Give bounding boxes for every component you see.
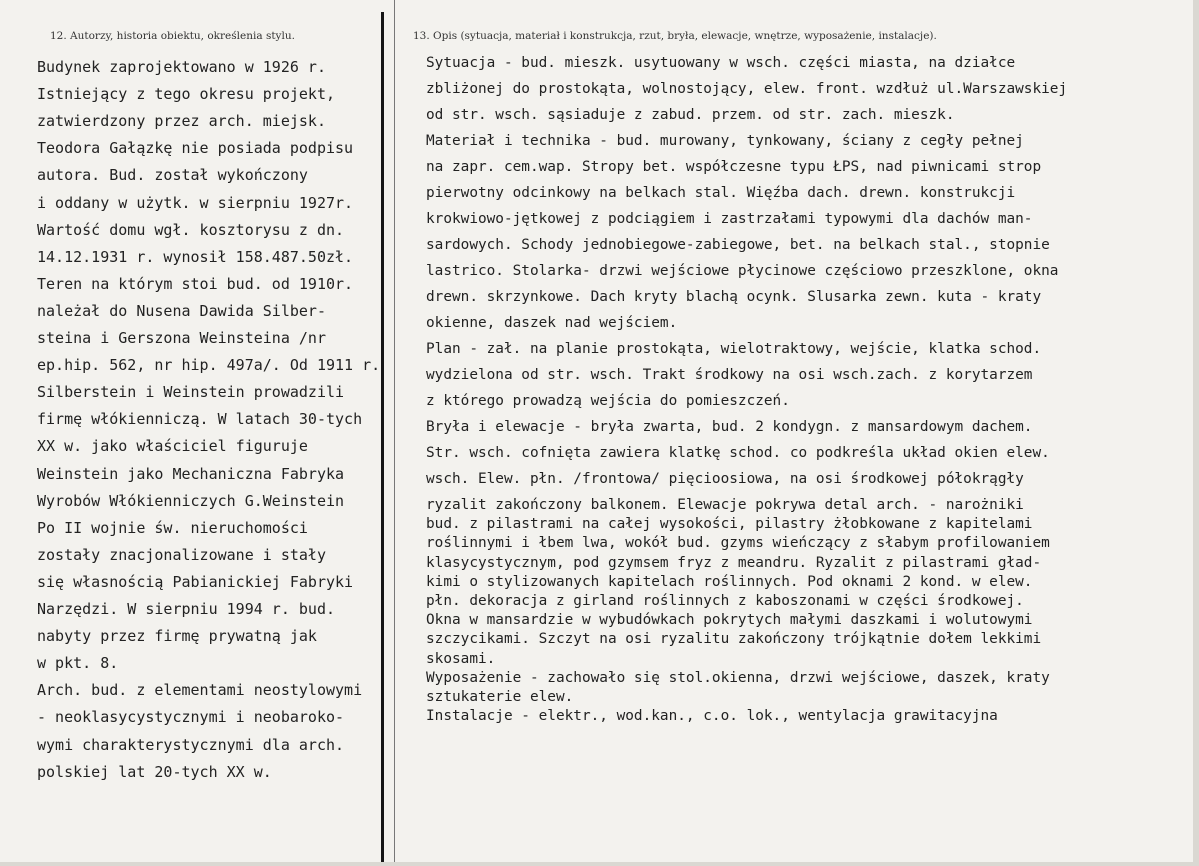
history-text-line: XX w. jako właściciel figuruje bbox=[37, 437, 308, 456]
description-text-line: Materiał i technika - bud. murowany, tynkowany, ściany z cegły pełnej bbox=[426, 133, 1024, 149]
description-text-line: od str. wsch. sąsiaduje z zabud. przem. od str. zach. mieszk. bbox=[426, 107, 955, 123]
section-12-heading: 12. Autorzy, historia obiektu, określenia stylu. bbox=[50, 30, 295, 42]
history-text-line: należał do Nusena Dawida Silber- bbox=[37, 301, 326, 320]
description-text-line: drewn. skrzynkowe. Dach kryty blachą ocynk. Slusarka zewn. kuta - kraty bbox=[426, 289, 1042, 305]
description-text-line: Str. wsch. cofnięta zawiera klatkę schod. co podkreśla układ okien elew. bbox=[426, 445, 1050, 461]
history-text-line: i oddany w użytk. w sierpniu 1927r. bbox=[37, 193, 354, 212]
history-text-line: Teodora Gałązkę nie posiada podpisu bbox=[37, 139, 354, 158]
card-edge-right bbox=[1193, 0, 1199, 866]
description-text-line: bud. z pilastrami na całej wysokości, pilastry żłobkowane z kapitelami bbox=[426, 516, 1033, 533]
description-text-line: płn. dekoracja z girland roślinnych z kaboszonami w części środkowej. bbox=[426, 593, 1024, 609]
history-text-line: steina i Gerszona Weinsteina /nr bbox=[37, 329, 326, 347]
description-text-line: skosami. bbox=[426, 650, 496, 667]
history-text-line: 14.12.1931 r. wynosił 158.487.50zł. bbox=[37, 247, 354, 266]
history-text-line: się własnością Pabianickiej Fabryki bbox=[37, 572, 354, 591]
column-rule bbox=[394, 0, 395, 862]
description-text-line: krokwiowo-jętkowej z podciągiem i zastrzałami typowymi dla dachów man- bbox=[426, 211, 1033, 227]
history-text-line: Istniejący z tego okresu projekt, bbox=[37, 85, 336, 104]
history-text-line: Wartość domu wgł. kosztorysu z dn. bbox=[37, 220, 345, 239]
history-text-line: Po II wojnie św. nieruchomości bbox=[37, 518, 308, 537]
description-text-line: okienne, daszek nad wejściem. bbox=[426, 315, 678, 331]
description-text-line: sztukaterie elew. bbox=[426, 689, 574, 705]
card-edge-bottom bbox=[0, 862, 1199, 866]
description-text-line: Instalacje - elektr., wod.kan., c.o. lok., wentylacja grawitacyjna bbox=[426, 708, 998, 725]
history-text-line: zostały znacjonalizowane i stały bbox=[37, 545, 326, 564]
description-text-line: lastrico. Stolarka- drzwi wejściowe płycinowe częściowo przeszklone, okna bbox=[426, 263, 1059, 279]
description-text-line: ryzalit zakończony balkonem. Elewacje pokrywa detal arch. - narożniki bbox=[426, 497, 1024, 513]
description-text-line: roślinnymi i łbem lwa, wokół bud. gzyms wieńczący z słabym profilowaniem bbox=[426, 535, 1050, 552]
column-divider bbox=[381, 12, 384, 862]
history-text-line: Silberstein i Weinstein prowadzili bbox=[37, 383, 345, 402]
description-text-line: Bryła i elewacje - bryła zwarta, bud. 2 kondygn. z mansardowym dachem. bbox=[426, 419, 1033, 435]
history-text-line: Wyrobów Włókienniczych G.Weinstein bbox=[37, 491, 345, 510]
history-text-line: firmę włókienniczą. W latach 30-tych bbox=[37, 410, 363, 429]
description-text-line: z którego prowadzą wejścia do pomieszczeń. bbox=[426, 393, 790, 409]
history-text-line: autora. Bud. został wykończony bbox=[37, 166, 308, 185]
history-text-line: ep.hip. 562, nr hip. 497a/. Od 1911 r. bbox=[37, 356, 381, 375]
history-text-line: Teren na którym stoi bud. od 1910r. bbox=[37, 274, 354, 293]
history-text-line: Budynek zaprojektowano w 1926 r. bbox=[37, 58, 326, 76]
description-text-line: Okna w mansardzie w wybudówkach pokrytych małymi daszkami i wolutowymi bbox=[426, 612, 1033, 629]
description-text-line: sardowych. Schody jednobiegowe-zabiegowe, bet. na belkach stal., stopnie bbox=[426, 237, 1050, 253]
description-text-line: zbliżonej do prostokąta, wolnostojący, elew. front. wzdłuż ul.Warszawskiej bbox=[426, 81, 1068, 97]
history-text-line: Narzędzi. W sierpniu 1994 r. bud. bbox=[37, 600, 336, 618]
history-text-line: - neoklasycystycznymi i neobaroko- bbox=[37, 708, 345, 727]
description-text-line: na zapr. cem.wap. Stropy bet. współczesne typu ŁPS, nad piwnicami strop bbox=[426, 159, 1042, 175]
description-text-line: Wyposażenie - zachowało się stol.okienna, drzwi wejściowe, daszek, kraty bbox=[426, 669, 1050, 686]
description-text-line: wsch. Elew. płn. /frontowa/ pięcioosiowa, na osi środkowej półokrągły bbox=[426, 471, 1024, 487]
description-text-line: klasycystycznym, pod gzymsem fryz z meandru. Ryzalit z pilastrami gład- bbox=[426, 554, 1042, 571]
history-text-line: Weinstein jako Mechaniczna Fabryka bbox=[37, 464, 345, 483]
description-text-line: kimi o stylizowanych kapitelach roślinnych. Pod oknami 2 kond. w elew. bbox=[426, 573, 1033, 590]
history-text-line: zatwierdzony przez arch. miejsk. bbox=[37, 112, 326, 131]
history-text-line: nabyty przez firmę prywatną jak bbox=[37, 627, 317, 646]
description-text-line: szczycikami. Szczyt na osi ryzalitu zakończony trójkątnie dołem lekkimi bbox=[426, 631, 1042, 648]
history-text-line: polskiej lat 20-tych XX w. bbox=[37, 762, 272, 781]
section-13-heading: 13. Opis (sytuacja, materiał i konstrukcja, rzut, bryła, elewacje, wnętrze, wyposażenie, instalacje). bbox=[413, 30, 937, 42]
description-text-line: Plan - zał. na planie prostokąta, wielotraktowy, wejście, klatka schod. bbox=[426, 341, 1042, 357]
history-text-line: w pkt. 8. bbox=[37, 654, 119, 673]
description-text-line: wydzielona od str. wsch. Trakt środkowy na osi wsch.zach. z korytarzem bbox=[426, 367, 1033, 383]
history-text-line: wymi charakterystycznymi dla arch. bbox=[37, 735, 345, 754]
history-text-line: Arch. bud. z elementami neostylowymi bbox=[37, 681, 363, 700]
description-text-line: Sytuacja - bud. mieszk. usytuowany w wsch. części miasta, na działce bbox=[426, 55, 1016, 71]
description-text-line: pierwotny odcinkowy na belkach stal. Więźba dach. drewn. konstrukcji bbox=[426, 185, 1016, 201]
